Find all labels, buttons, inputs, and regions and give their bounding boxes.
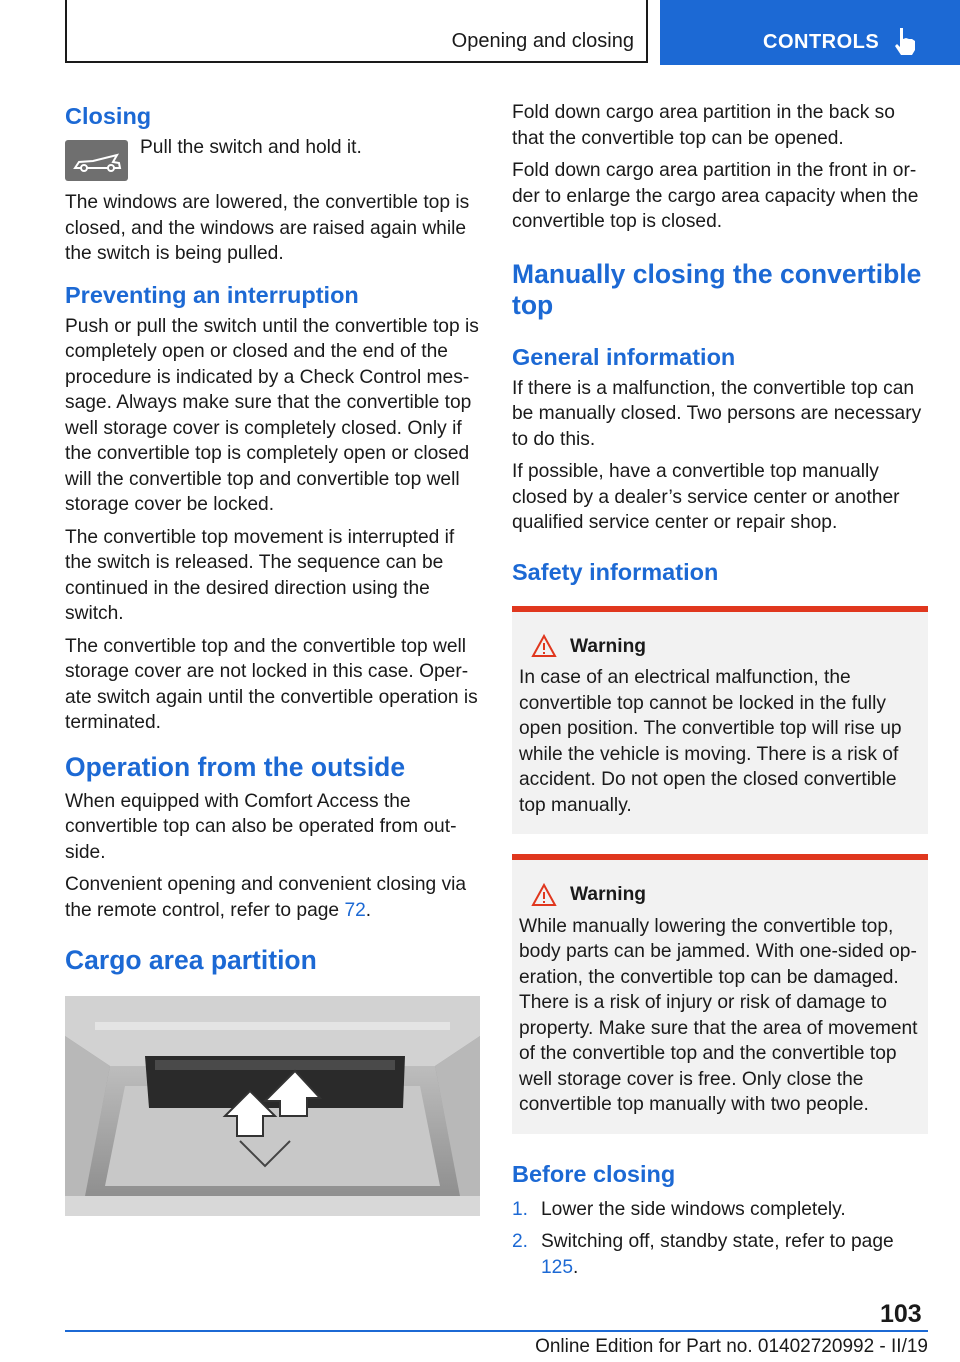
interruption-paragraph-2: The convertible top movement is interrupted if the switch is released. The sequence can be continued in the desired direction using the switch.: [65, 526, 455, 624]
cargo-heading: Cargo area partition: [65, 945, 317, 975]
step-number: 2.: [512, 1231, 529, 1252]
before-closing-heading: Before closing: [512, 1160, 676, 1187]
general-info-heading: General information: [512, 343, 736, 370]
closing-switch-text: Pull the switch and hold it.: [140, 137, 362, 158]
header-chapter-label: CONTROLS: [763, 31, 880, 53]
header-section-title: Opening and closing: [451, 30, 634, 52]
before-closing-steps: [512, 1197, 928, 1281]
right-column: [512, 100, 928, 1287]
warning-text-2: While manually lowering the convertible top, body parts can be jammed. With one-sided operation, the convertible top can be damaged. There is a risk of injury or risk of damage to property. Make sure that the area of movement of the convertible top and the convertible top well storage cover is free. Only close the convertible top manually with two people.: [519, 915, 918, 1115]
closing-switch-row: [65, 135, 480, 181]
convertible-switch-icon: [65, 140, 128, 181]
cargo-paragraph-2: Fold down cargo area partition in the front in order to enlarge the cargo area capacity when the convertible top is closed.: [512, 160, 919, 232]
page-125-link[interactable]: 125: [541, 1256, 574, 1278]
interruption-heading: Preventing an interruption: [65, 281, 359, 308]
step-2-text: Switching off, standby state, refer to page: [541, 1231, 894, 1252]
step-number: 1.: [512, 1198, 529, 1220]
outside-heading: Operation from the outside: [65, 751, 406, 782]
step-item: [512, 1229, 928, 1280]
step-text: [541, 1229, 928, 1280]
footer-divider: [65, 1330, 928, 1332]
interruption-paragraph-3: The convertible top and the convertible top well storage cover are not locked in this case. Operate switch again until the convertible operation is terminated.: [65, 635, 478, 733]
warning-triangle-icon: [531, 634, 557, 658]
left-column: [65, 100, 480, 1224]
warning-title-2: [519, 882, 920, 908]
interruption-paragraph-1: Push or pull the switch until the convertible top is completely open or closed and the end of the procedure is indicated by a Check Control message. Always make sure that the convertible top well storage cover is completely closed. Only if the convertible top is completely open or closed will the convertible top and convertible top well storage cover be locked.: [65, 315, 479, 515]
closing-paragraph: The windows are lowered, the convertible top is closed, and the windows are raised again while the switch is being pulled.: [65, 192, 470, 264]
header-chapter-tab[interactable]: [660, 0, 960, 65]
header-section-box: [65, 0, 648, 63]
step-2-end: .: [573, 1256, 579, 1278]
cargo-area-photo: [65, 996, 480, 1216]
pointing-hand-icon: [892, 26, 918, 56]
warning-title-1-text: Warning: [570, 635, 647, 657]
step-item: [512, 1197, 928, 1223]
warning-triangle-icon: [531, 883, 557, 907]
footer-edition: Online Edition for Part no. 01402720992 - II/19: [535, 1336, 928, 1357]
safety-info-heading: Safety information: [512, 558, 719, 585]
warning-title-2-text: Warning: [570, 884, 647, 905]
warning-box-2: [512, 854, 928, 1134]
warning-text-1: In case of an electrical malfunction, the convertible top cannot be locked in the fully open position. The convertible top will rise up while the vehicle is moving. There is a risk of accident. Do not open the closed convertible top manually.: [519, 667, 902, 816]
manual-closing-heading: Manually closing the convertible top: [512, 258, 922, 320]
outside-paragraph-1: When equipped with Comfort Access the convertible top can also be operated from outside.: [65, 790, 457, 863]
general-paragraph-2: If possible, have a convertible top manually closed by a dealer’s service center or another qualified service center or repair shop.: [512, 461, 900, 533]
general-paragraph-1: If there is a malfunction, the convertible top can be manually closed. Two persons are necessary to do this.: [512, 377, 922, 450]
page-number: 103: [880, 1300, 922, 1328]
outside-p2-end: .: [365, 899, 372, 921]
outside-p2-text: Convenient opening and convenient closing via the remote control, refer to page: [65, 874, 467, 921]
page-72-link[interactable]: 72: [344, 899, 366, 921]
warning-title-1: [519, 634, 920, 660]
outside-paragraph-2: [65, 872, 480, 923]
closing-heading: Closing: [65, 103, 152, 129]
cargo-paragraph-1: Fold down cargo area partition in the back so that the convertible top can be opened.: [512, 102, 895, 149]
step-text: Lower the side windows completely.: [541, 1198, 846, 1220]
warning-box-1: [512, 606, 928, 835]
